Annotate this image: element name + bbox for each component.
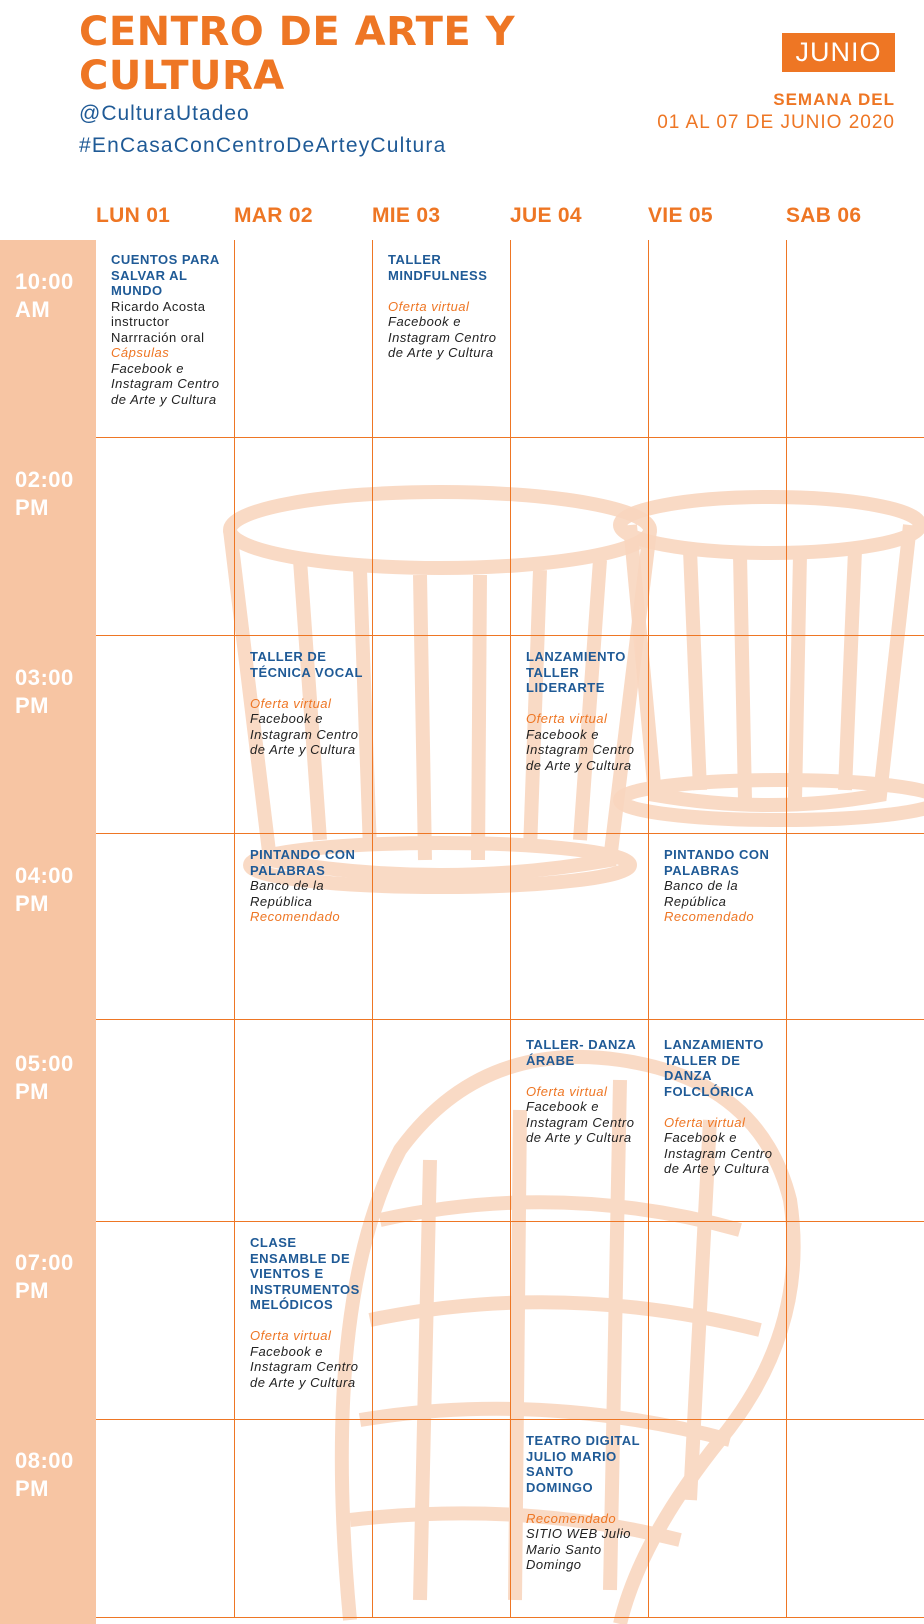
event-ensamble	[250, 1235, 374, 1390]
event-title: CLASE ENSAMBLE DE VIENTOS E INSTRUMENTOS MELÓDICOS	[250, 1235, 360, 1312]
event-tag: Cápsulas	[111, 345, 170, 360]
day-header-mar: MAR 02	[234, 204, 313, 227]
event-venue: Facebook e Instagram Centro de Arte y Cultura	[664, 1130, 773, 1176]
event-danza-arabe	[526, 1037, 644, 1146]
grid-divider	[786, 240, 787, 1618]
social-handle: @CulturaUtadeo	[79, 102, 250, 125]
grid-divider	[372, 240, 373, 1618]
event-tecnica-vocal	[250, 649, 368, 758]
event-danza-folclorica	[664, 1037, 788, 1177]
event-tag: Oferta virtual	[664, 1114, 746, 1130]
month-badge: JUNIO	[782, 33, 895, 72]
event-venue: Facebook e Instagram Centro de Arte y Cultura	[111, 360, 220, 407]
event-cuentos: CUENTOS PARA SALVAR AL MUNDO Ricardo Acosta instructor Narrración oral Cápsulas Facebook e Instagram Centro de Arte y Cultura	[111, 252, 229, 407]
grid-divider	[510, 240, 511, 1618]
day-header-sab: SAB 06	[786, 204, 862, 227]
event-tag: Recomendado	[526, 1510, 617, 1526]
page-title: CENTRO DE ARTE Y CULTURA	[79, 9, 516, 99]
day-header-jue: JUE 04	[510, 204, 582, 227]
event-title: LANZAMIENTO TALLER DE DANZA FOLCLÓRICA	[664, 1037, 764, 1099]
event-tag: Oferta virtual	[526, 1083, 608, 1099]
grid-divider	[96, 1617, 924, 1618]
event-title: PINTANDO CON PALABRAS	[664, 847, 770, 878]
week-label: SEMANA DEL	[773, 90, 895, 109]
event-title: TEATRO DIGITAL JULIO MARIO SANTO DOMINGO	[526, 1433, 640, 1495]
event-title: LANZAMIENTO TALLER LIDERARTE	[526, 649, 626, 695]
drum-illustration	[620, 497, 924, 820]
event-teatro	[526, 1433, 644, 1573]
day-header-lun: LUN 01	[96, 204, 171, 227]
event-venue: Facebook e Instagram Centro de Arte y Cultura	[526, 1099, 635, 1145]
event-title: CUENTOS PARA SALVAR AL MUNDO	[111, 252, 220, 298]
grid-divider	[234, 240, 235, 1618]
event-venue: Facebook e Instagram Centro de Arte y Cultura	[388, 314, 497, 360]
time-label: 03:00 PM	[15, 665, 74, 718]
event-pintando-mar	[250, 847, 368, 925]
event-venue: SITIO WEB Julio Mario Santo Domingo	[526, 1526, 632, 1572]
day-header-vie: VIE 05	[648, 204, 713, 227]
grid-divider	[96, 1019, 924, 1020]
week-range: 01 AL 07 DE JUNIO 2020	[657, 112, 895, 133]
event-mindfulness	[388, 252, 506, 361]
event-venue: Facebook e Instagram Centro de Arte y Cultura	[250, 711, 359, 757]
time-label: 02:00 PM	[15, 467, 74, 520]
hashtag: #EnCasaConCentroDeArteyCultura	[79, 134, 447, 157]
event-venue: Banco de la República	[250, 878, 325, 909]
event-tag: Oferta virtual	[250, 1328, 332, 1343]
event-tag: Oferta virtual	[388, 298, 470, 314]
event-tag: Recomendado	[250, 909, 341, 924]
day-header-mie: MIE 03	[372, 204, 441, 227]
event-tag: Oferta virtual	[526, 711, 608, 726]
time-label: 08:00 PM	[15, 1448, 74, 1501]
event-venue: Banco de la República	[664, 878, 739, 909]
event-venue: Facebook e Instagram Centro de Arte y Cultura	[526, 726, 635, 773]
event-liderarte	[526, 649, 644, 773]
event-title: PINTANDO CON PALABRAS	[250, 847, 356, 878]
time-column	[0, 240, 96, 1624]
time-label: 05:00 PM	[15, 1051, 74, 1104]
grid-divider	[648, 240, 649, 1618]
grid-divider	[96, 1221, 924, 1222]
grid-divider	[96, 635, 924, 636]
time-label: 10:00 AM	[15, 269, 74, 322]
grid-divider	[96, 833, 924, 834]
grid-divider	[96, 1419, 924, 1420]
event-tag: Oferta virtual	[250, 695, 332, 711]
time-label: 07:00 PM	[15, 1250, 74, 1303]
grid-divider	[96, 437, 924, 438]
event-title: TALLER MINDFULNESS	[388, 252, 488, 283]
event-title: TALLER- DANZA ÁRABE	[526, 1037, 636, 1068]
time-label: 04:00 PM	[15, 863, 74, 916]
event-tag: Recomendado	[664, 909, 755, 924]
event-venue: Facebook e Instagram Centro de Arte y Cultura	[250, 1343, 359, 1390]
event-title: TALLER DE TÉCNICA VOCAL	[250, 649, 363, 680]
event-pintando-vie	[664, 847, 782, 925]
